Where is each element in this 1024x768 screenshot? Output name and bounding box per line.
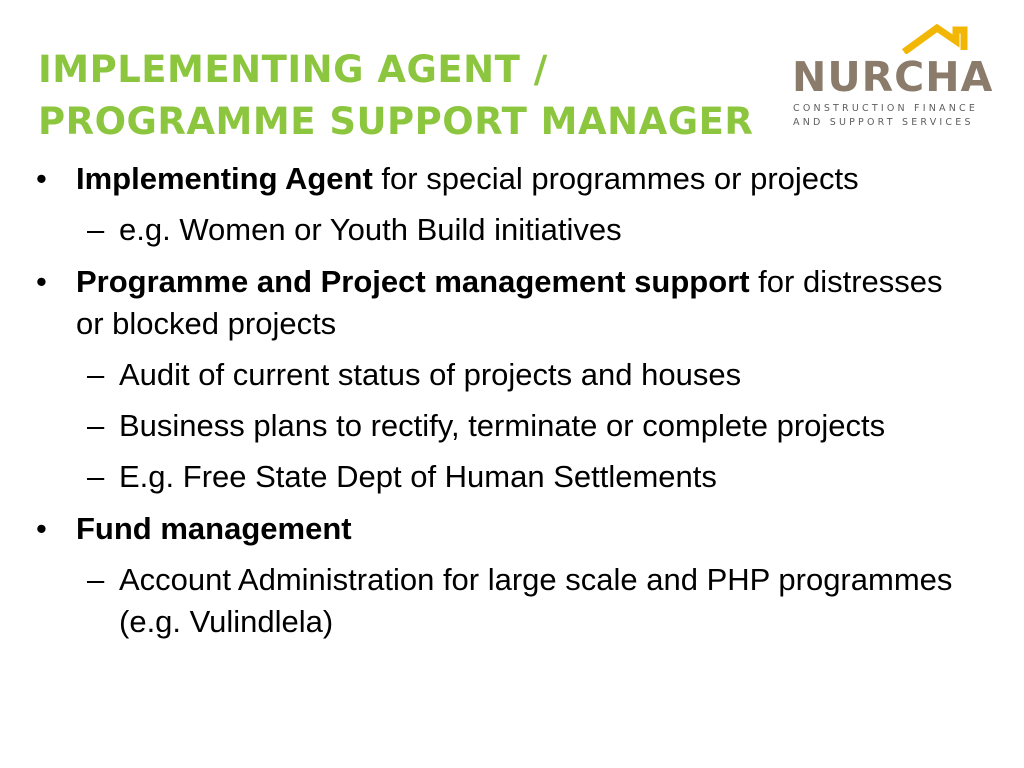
sub-bullet-item xyxy=(36,456,966,498)
sub-bullet-marker: – xyxy=(87,212,105,247)
logo-wordmark: NURCHA xyxy=(792,53,994,101)
sub-bullet-text: Account Administration for large scale and PHP programmes (e.g. Vulindlela) xyxy=(119,562,953,639)
sub-bullet-marker: – xyxy=(87,459,105,494)
sub-bullet-item xyxy=(36,405,966,447)
bullet-bold-text: Programme and Project management support xyxy=(76,264,750,299)
sub-bullet-marker: – xyxy=(87,408,105,443)
bullet-list xyxy=(36,158,966,643)
sub-bullet-text: Business plans to rectify, terminate or complete projects xyxy=(119,408,886,443)
sub-bullet-marker: – xyxy=(87,357,105,392)
sub-bullet-text: Audit of current status of projects and houses xyxy=(119,357,742,392)
roof-icon xyxy=(900,22,968,54)
bullet-marker: • xyxy=(36,264,47,299)
logo-tagline-line-1: CONSTRUCTION FINANCE xyxy=(793,103,979,114)
sub-bullet-item xyxy=(36,559,966,643)
sub-bullet-item xyxy=(36,209,966,251)
logo-tagline-line-2: AND SUPPORT SERVICES xyxy=(793,117,974,128)
sub-bullet-item xyxy=(36,354,966,396)
sub-bullet-text: E.g. Free State Dept of Human Settlements xyxy=(119,459,717,494)
bullet-text: for distresses or blocked projects xyxy=(76,264,943,341)
slide-title xyxy=(38,44,753,148)
sub-bullet-marker: – xyxy=(87,562,105,597)
title-line-1: IMPLEMENTING AGENT / xyxy=(38,48,548,91)
sub-bullet-text: e.g. Women or Youth Build initiatives xyxy=(119,212,622,247)
bullet-text: for special programmes or projects xyxy=(372,161,859,196)
bullet-bold-text: Fund management xyxy=(76,511,352,546)
bullet-item xyxy=(36,158,966,200)
title-line-2: PROGRAMME SUPPORT MANAGER xyxy=(38,100,754,143)
bullet-marker: • xyxy=(36,511,47,546)
nurcha-logo xyxy=(790,22,996,134)
bullet-item xyxy=(36,508,966,550)
bullet-bold-text: Implementing Agent xyxy=(76,161,373,196)
bullet-marker: • xyxy=(36,161,47,196)
bullet-item xyxy=(36,261,966,345)
